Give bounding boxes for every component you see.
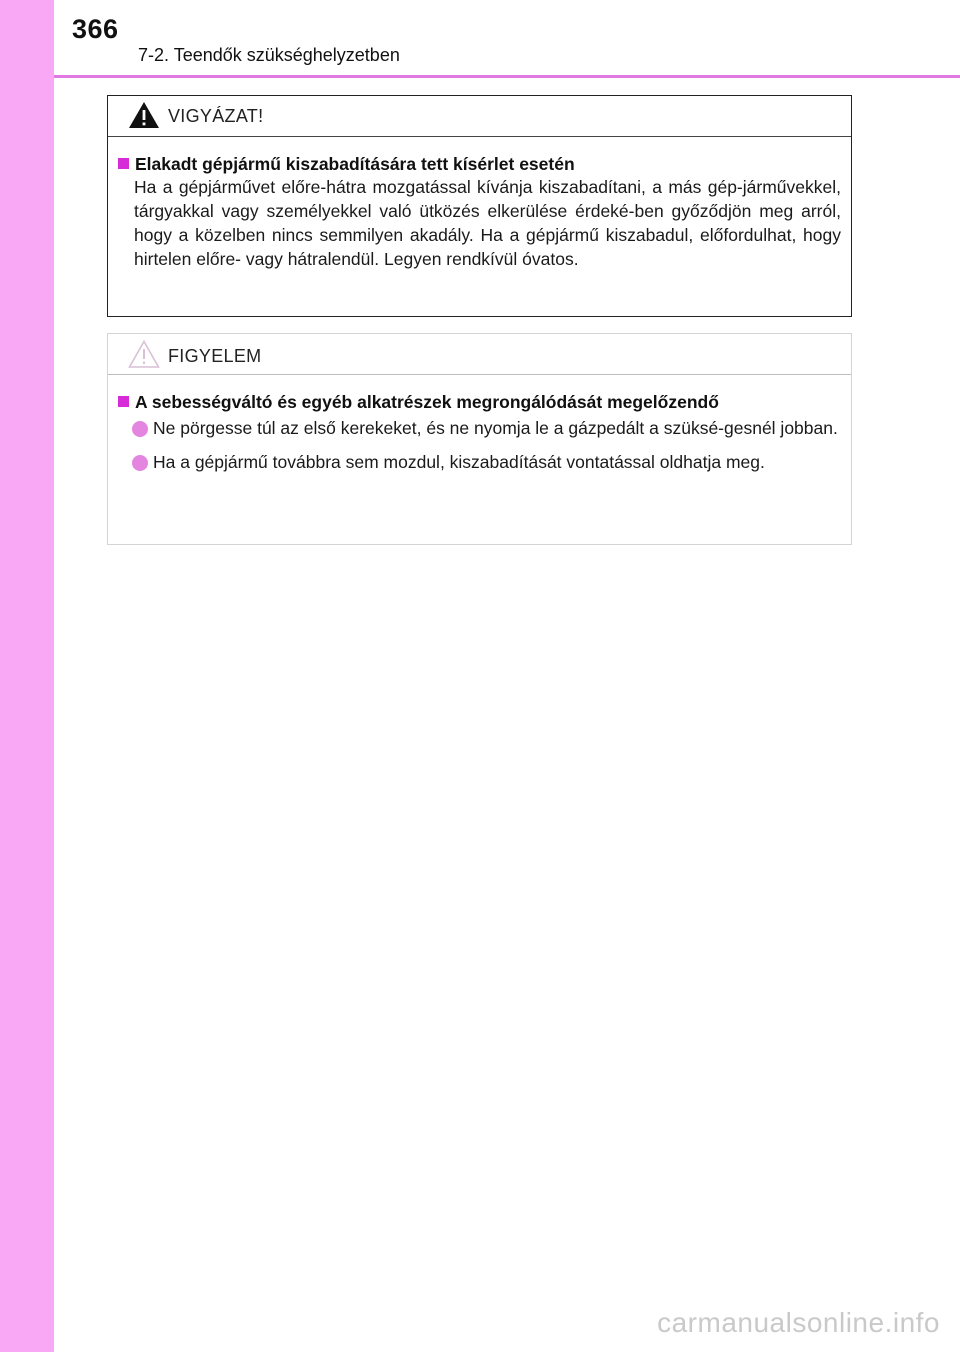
notice-heading (118, 391, 841, 413)
caution-heading (118, 153, 841, 175)
notice-header (108, 334, 851, 375)
list-item (118, 417, 841, 443)
side-color-band (0, 0, 54, 1352)
section-title: 7-2. Teendők szükséghelyzetben (138, 45, 400, 65)
caution-heading-text: Elakadt gépjármű kiszabadítására tett kísérlet esetén (135, 154, 575, 174)
caution-header (108, 96, 851, 137)
round-bullet-icon (132, 421, 148, 437)
list-item (118, 451, 841, 477)
caution-label: VIGYÁZAT! (168, 106, 264, 126)
square-bullet-icon (118, 158, 129, 169)
notice-box (107, 333, 852, 545)
page-number: 366 (72, 14, 119, 44)
header-rule (54, 75, 960, 78)
warning-triangle-filled-icon (128, 100, 160, 130)
notice-label: FIGYELEM (168, 346, 262, 366)
round-bullet-icon (132, 455, 148, 471)
square-bullet-icon (118, 396, 129, 407)
warning-triangle-outline-icon (128, 339, 160, 369)
caution-box (107, 95, 852, 317)
watermark: carmanualsonline.info (657, 1307, 940, 1338)
caution-paragraph: Ha a gépjárművet előre-hátra mozgatással kívánja kiszabadítani, a más gép-járművekkel, tárgyakkal vagy személyekkel való ütközés elkerülése érdeké-ben győződjön meg arról, hogy a közelben nincs semmilyen akadály. Ha a gépjármű kiszabadul, előfordulhat, hogy hirtelen előre- vagy hátralendül. Legyen rendkívül óvatos. (134, 177, 841, 269)
list-item-text: Ne pörgesse túl az első kerekeket, és ne nyomja le a gázpedált a szüksé-gesnél jobban. (153, 418, 838, 438)
notice-heading-text: A sebességváltó és egyéb alkatrészek megrongálódását megelőzendő (135, 392, 719, 412)
list-item-text: Ha a gépjármű továbbra sem mozdul, kiszabadítását vontatással oldhatja meg. (153, 452, 765, 472)
